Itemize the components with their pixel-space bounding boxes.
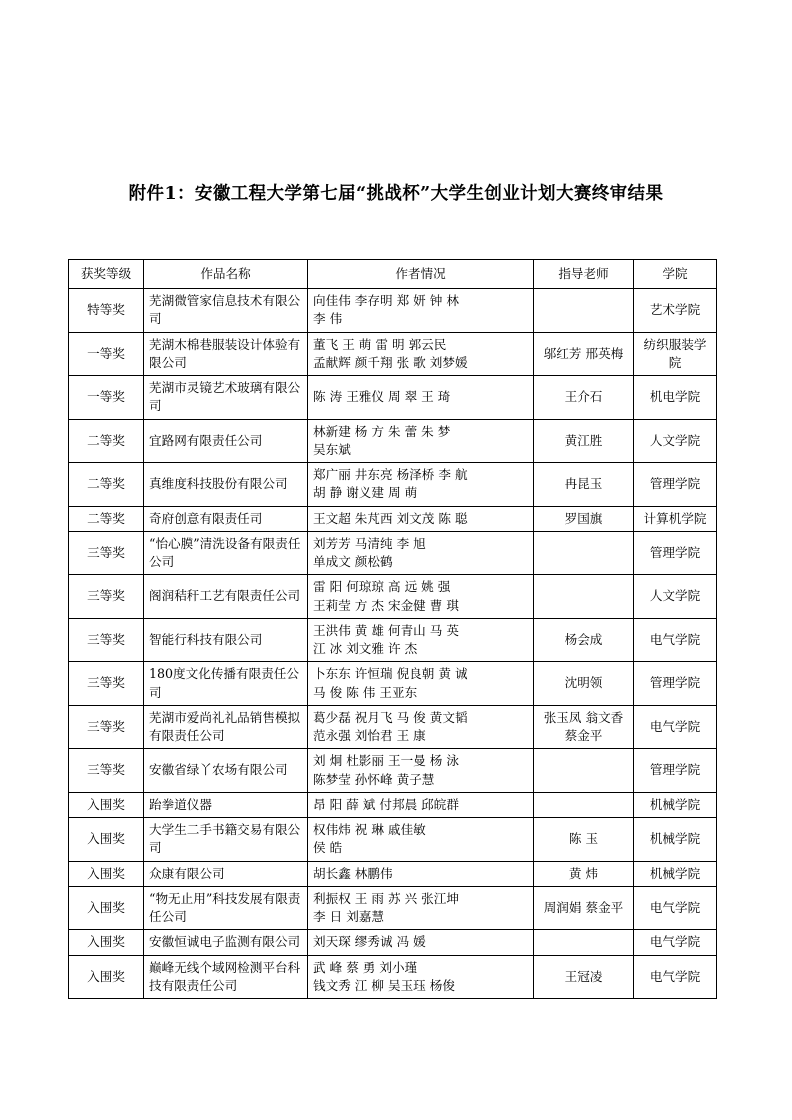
- cell-college: 管理学院: [634, 749, 717, 793]
- author-line: 林新建 杨 方 朱 蕾 朱 梦: [313, 423, 451, 439]
- author-line: 昂 阳 薛 斌 付邦晨 邱皖群: [313, 796, 459, 812]
- author-line: 陈梦莹 孙怀峰 黄子慧: [313, 771, 435, 787]
- cell-authors: [308, 705, 534, 749]
- cell-teacher: [534, 575, 634, 619]
- table-header-row: [69, 260, 717, 289]
- cell-authors: [308, 818, 534, 862]
- table-row: [69, 575, 717, 619]
- cell-authors: [308, 886, 534, 930]
- cell-authors: [308, 575, 534, 619]
- cell-grade: 三等奖: [69, 618, 144, 662]
- cell-work-name: 阁润秸秆工艺有限责任公司: [144, 575, 308, 619]
- author-line: 卜东东 许恒瑞 倪良朝 黄 诚: [313, 666, 468, 682]
- author-line: 侯 皓: [313, 840, 343, 856]
- table-row: [69, 419, 717, 463]
- cell-authors: [308, 955, 534, 999]
- cell-grade: 特等奖: [69, 289, 144, 333]
- cell-college: 管理学院: [634, 662, 717, 706]
- page-title: 附件1：安徽工程大学第七届“挑战杯”大学生创业计划大赛终审结果: [128, 184, 664, 204]
- cell-work-name: 奇府创意有限责任司: [144, 506, 308, 531]
- table-row: [69, 818, 717, 862]
- cell-grade: 入围奖: [69, 886, 144, 930]
- table-row: [69, 332, 717, 376]
- cell-work-name: 众康有限公司: [144, 861, 308, 886]
- cell-teacher: 沈明领: [534, 662, 634, 706]
- cell-teacher: 邬红芳 邢英梅: [534, 332, 634, 376]
- table-row: [69, 930, 717, 955]
- cell-college: 机械学院: [634, 818, 717, 862]
- cell-grade: 三等奖: [69, 662, 144, 706]
- cell-work-name: 安徽省绿丫农场有限公司: [144, 749, 308, 793]
- cell-teacher: 冉昆玉: [534, 463, 634, 507]
- cell-college: 纺织服装学院: [634, 332, 717, 376]
- table-header: [69, 260, 717, 289]
- table-row: [69, 662, 717, 706]
- author-line: 武 峰 蔡 勇 刘小瑾: [313, 959, 418, 975]
- author-line: 吴东斌: [313, 441, 351, 457]
- author-line: 向佳伟 李存明 郑 妍 钟 林: [313, 293, 459, 308]
- cell-authors: [308, 531, 534, 575]
- cell-grade: 一等奖: [69, 332, 144, 376]
- column-header-college: 学院: [634, 260, 717, 289]
- cell-work-name: 安徽恒诚电子监测有限公司: [144, 930, 308, 955]
- author-line: 王文超 朱芃西 刘文茂 陈 聪: [313, 510, 468, 526]
- cell-college: 机械学院: [634, 792, 717, 817]
- column-header-authors: 作者情况: [308, 260, 534, 289]
- author-line: 马 俊 陈 伟 王亚东: [313, 684, 418, 700]
- author-line: 陈 涛 王雅仪 周 翠 王 琦: [313, 389, 451, 405]
- author-line: 利振权 王 雨 苏 兴 张江坤: [313, 890, 459, 906]
- author-line: 王洪伟 黄 雄 何青山 马 英: [313, 622, 459, 638]
- cell-grade: 入围奖: [69, 930, 144, 955]
- cell-teacher: 罗国旗: [534, 506, 634, 531]
- cell-college: 管理学院: [634, 531, 717, 575]
- cell-teacher: 陈 玉: [534, 818, 634, 862]
- cell-work-name: 真维度科技股份有限公司: [144, 463, 308, 507]
- cell-college: 电气学院: [634, 955, 717, 999]
- cell-grade: 三等奖: [69, 575, 144, 619]
- cell-authors: [308, 861, 534, 886]
- cell-grade: 二等奖: [69, 506, 144, 531]
- author-line: 胡 静 谢义建 周 萌: [313, 485, 418, 501]
- author-line: 董飞 王 萌 雷 明 郭云民: [313, 336, 447, 352]
- cell-grade: 入围奖: [69, 818, 144, 862]
- cell-authors: [308, 332, 534, 376]
- table-row: [69, 376, 717, 420]
- author-line: 李 伟: [313, 311, 343, 327]
- cell-work-name: 芜湖木棉巷服装设计体验有限公司: [144, 332, 308, 376]
- cell-grade: 二等奖: [69, 463, 144, 507]
- cell-teacher: 黄江胜: [534, 419, 634, 463]
- table-row: [69, 506, 717, 531]
- table-row: [69, 749, 717, 793]
- cell-grade: 二等奖: [69, 419, 144, 463]
- column-header-grade: 获奖等级: [69, 260, 144, 289]
- cell-work-name: 芜湖市爱尚礼礼品销售模拟有限责任公司: [144, 705, 308, 749]
- cell-work-name: 智能行科技有限公司: [144, 618, 308, 662]
- cell-teacher: [534, 792, 634, 817]
- cell-work-name: 芜湖微管家信息技术有限公司: [144, 289, 308, 333]
- cell-authors: [308, 662, 534, 706]
- cell-teacher: 黄 炜: [534, 861, 634, 886]
- cell-teacher: 王介石: [534, 376, 634, 420]
- cell-teacher: [534, 930, 634, 955]
- results-table-container: [68, 259, 716, 999]
- table-row: [69, 705, 717, 749]
- cell-college: 电气学院: [634, 618, 717, 662]
- cell-college: 机械学院: [634, 861, 717, 886]
- cell-grade: 入围奖: [69, 792, 144, 817]
- cell-college: 管理学院: [634, 463, 717, 507]
- cell-teacher: [534, 289, 634, 333]
- author-line: 江 冰 刘文雅 许 杰: [313, 641, 418, 656]
- cell-teacher: 周润娟 蔡金平: [534, 886, 634, 930]
- table-row: [69, 289, 717, 333]
- cell-work-name: “怡心膜”清洗设备有限责任公司: [144, 531, 308, 575]
- cell-grade: 入围奖: [69, 955, 144, 999]
- table-row: [69, 955, 717, 999]
- column-header-work: 作品名称: [144, 260, 308, 289]
- author-line: 李 日 刘嘉慧: [313, 909, 384, 924]
- results-table: [68, 259, 717, 999]
- cell-college: 电气学院: [634, 886, 717, 930]
- author-line: 王莉莹 方 杰 宋金健 曹 琪: [313, 597, 459, 613]
- cell-authors: [308, 930, 534, 955]
- cell-work-name: 180度文化传播有限责任公司: [144, 662, 308, 706]
- cell-grade: 一等奖: [69, 376, 144, 420]
- cell-authors: [308, 463, 534, 507]
- cell-teacher: 王冠凌: [534, 955, 634, 999]
- cell-work-name: 宜路网有限责任公司: [144, 419, 308, 463]
- cell-authors: [308, 506, 534, 531]
- cell-college: 机电学院: [634, 376, 717, 420]
- author-line: 钱文秀 江 柳 吴玉珏 杨俊: [313, 977, 455, 993]
- table-body: [69, 289, 717, 999]
- cell-college: 计算机学院: [634, 506, 717, 531]
- cell-teacher: [534, 531, 634, 575]
- author-line: 权伟炜 祝 琳 戚佳敏: [313, 822, 426, 837]
- cell-grade: 三等奖: [69, 531, 144, 575]
- author-line: 雷 阳 何琼琼 高 远 姚 强: [313, 579, 451, 595]
- cell-college: 艺术学院: [634, 289, 717, 333]
- table-row: [69, 618, 717, 662]
- table-row: [69, 886, 717, 930]
- cell-teacher: 张玉凤 翁文香 蔡金平: [534, 705, 634, 749]
- author-line: 郑广丽 井东亮 杨泽桥 李 航: [313, 467, 468, 482]
- cell-college: 电气学院: [634, 705, 717, 749]
- author-line: 孟献辉 颜千翔 张 歌 刘梦媛: [313, 354, 468, 370]
- cell-teacher: [534, 749, 634, 793]
- cell-authors: [308, 289, 534, 333]
- author-line: 范永强 刘怡君 王 康: [313, 728, 426, 743]
- author-line: 刘天琛 缪秀诚 冯 媛: [313, 934, 426, 950]
- cell-authors: [308, 618, 534, 662]
- table-row: [69, 531, 717, 575]
- cell-work-name: 巅峰无线个域网检测平台科技有限责任公司: [144, 955, 308, 999]
- cell-work-name: 跆拳道仪器: [144, 792, 308, 817]
- cell-work-name: 大学生二手书籍交易有限公司: [144, 818, 308, 862]
- author-line: 葛少磊 祝月飞 马 俊 黄文韬: [313, 709, 468, 725]
- cell-teacher: 杨会成: [534, 618, 634, 662]
- cell-authors: [308, 749, 534, 793]
- cell-college: 电气学院: [634, 930, 717, 955]
- cell-college: 人文学院: [634, 419, 717, 463]
- table-row: [69, 792, 717, 817]
- cell-work-name: “物无止用”科技发展有限责任公司: [144, 886, 308, 930]
- cell-grade: 入围奖: [69, 861, 144, 886]
- author-line: 刘 炯 杜影丽 王一曼 杨 泳: [313, 753, 459, 769]
- cell-authors: [308, 419, 534, 463]
- author-line: 胡长鑫 林鹏伟: [313, 865, 393, 881]
- column-header-teacher: 指导老师: [534, 260, 634, 289]
- author-line: 单成文 颜松鹤: [313, 554, 393, 569]
- table-row: [69, 463, 717, 507]
- cell-work-name: 芜湖市灵镜艺术玻璃有限公司: [144, 376, 308, 420]
- cell-grade: 三等奖: [69, 705, 144, 749]
- table-row: [69, 861, 717, 886]
- cell-authors: [308, 376, 534, 420]
- cell-grade: 三等奖: [69, 749, 144, 793]
- cell-authors: [308, 792, 534, 817]
- cell-college: 人文学院: [634, 575, 717, 619]
- author-line: 刘芳芳 马清纯 李 旭: [313, 535, 426, 551]
